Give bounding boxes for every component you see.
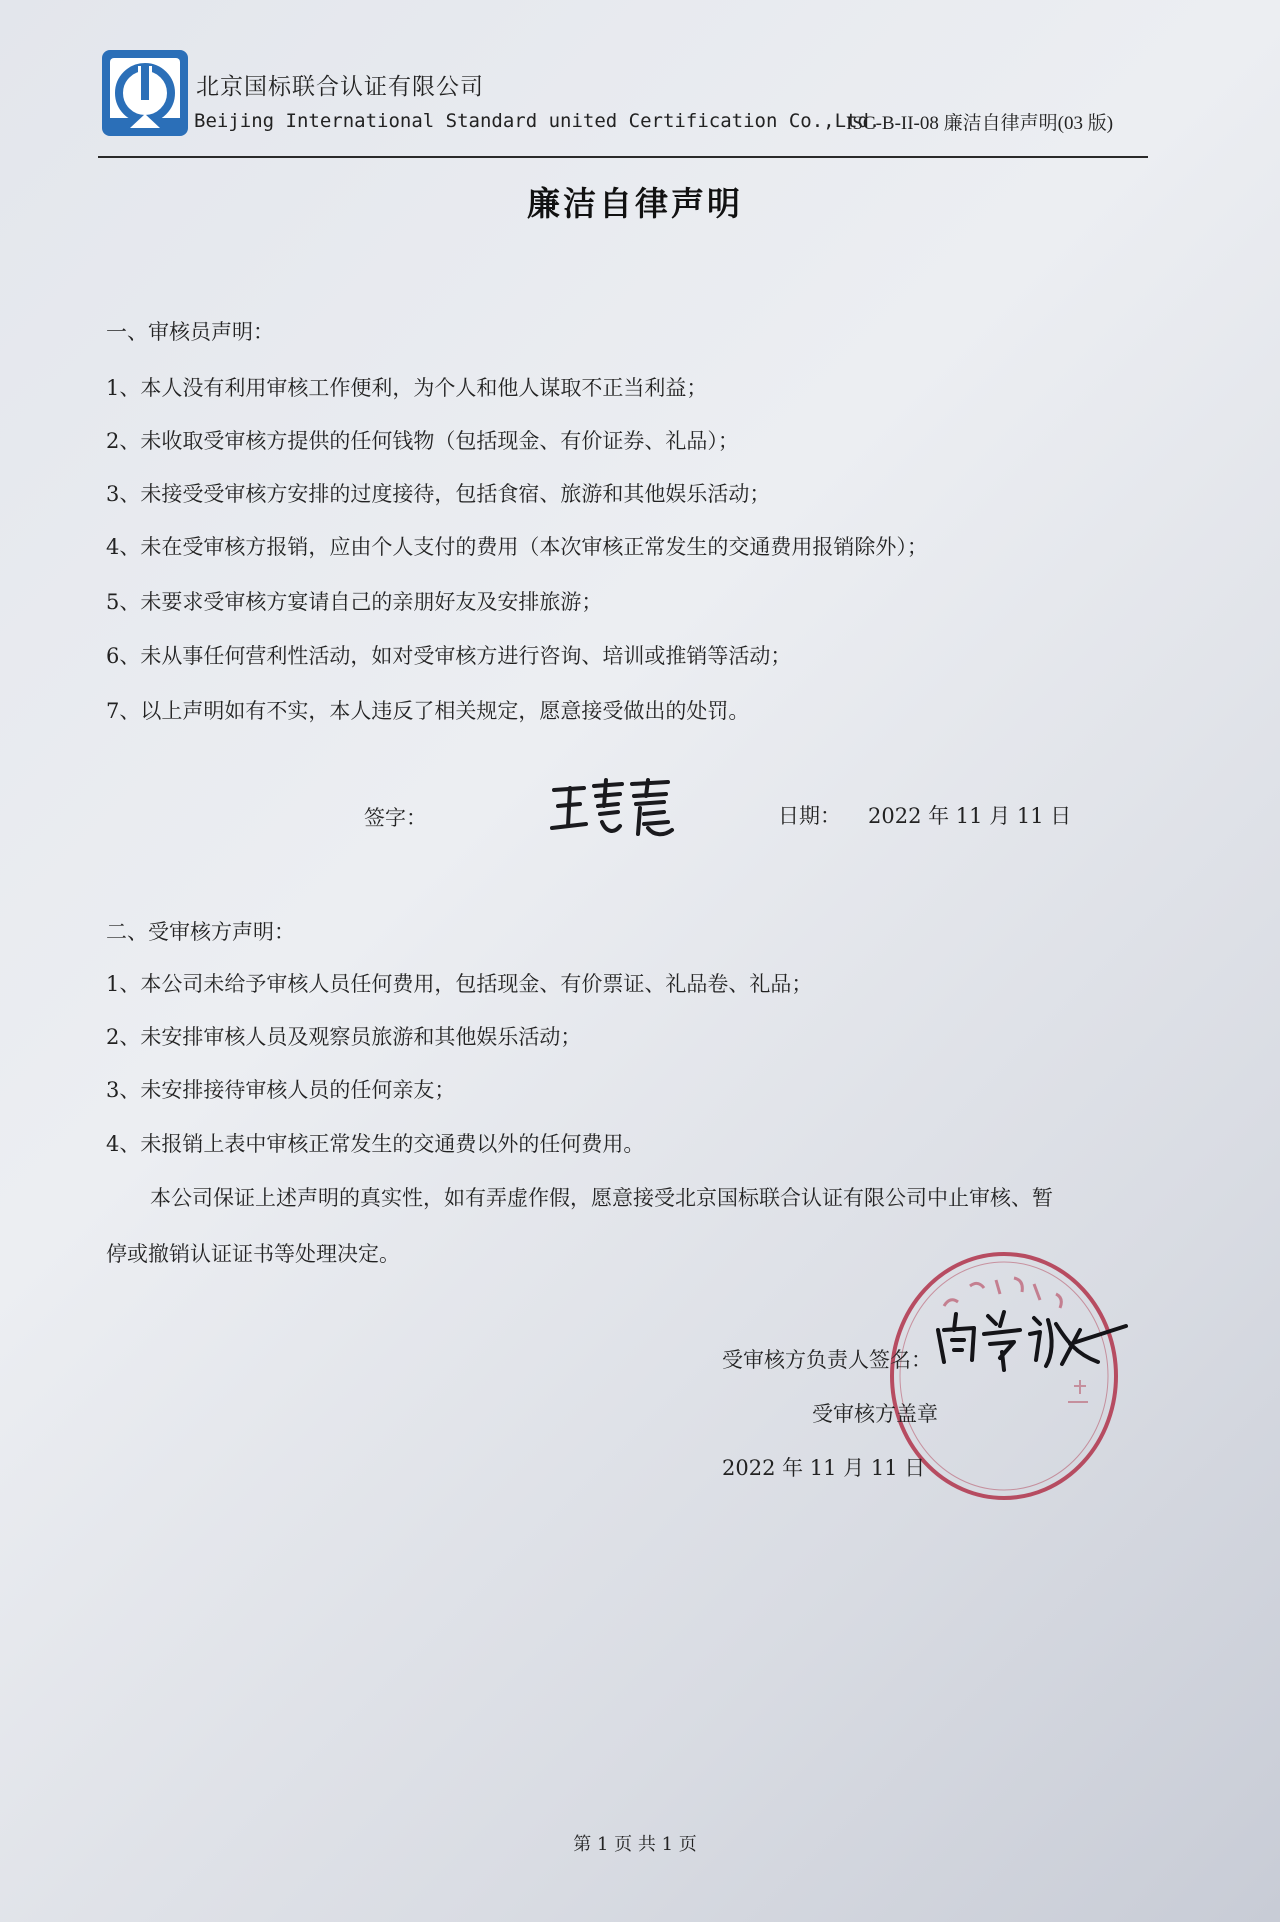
auditor-item: 5、未要求受审核方宴请自己的亲朋好友及安排旅游； [106,590,603,614]
page-footer: 第 1 页 共 1 页 [573,1834,697,1855]
signature-label: 签字： [364,806,427,830]
seal-label: 受审核方盖章 [812,1402,938,1426]
auditor-item: 2、未收取受审核方提供的任何钱物（包括现金、有价证券、礼品）； [106,429,739,453]
guarantee-text-continued: 停或撤销认证证书等处理决定。 [106,1242,400,1266]
responsible-handwritten-signature [930,1300,1130,1380]
document-code: ISC-B-II-08 廉洁自律声明(03 版) [846,113,1114,134]
header-divider [98,156,1148,158]
auditor-date: 2022 年 11 月 11 日 [868,804,1072,828]
auditee-item: 2、未安排审核人员及观察员旅游和其他娱乐活动； [106,1025,582,1049]
auditee-item: 3、未安排接待审核人员的任何亲友； [106,1078,456,1102]
auditor-item: 6、未从事任何营利性活动，如对受审核方进行咨询、培训或推销等活动； [106,644,792,668]
guarantee-text: 本公司保证上述声明的真实性，如有弄虚作假，愿意接受北京国标联合认证有限公司中止审核、暂 [150,1186,1053,1210]
auditor-section-heading: 一、审核员声明： [106,320,274,344]
auditee-date: 2022 年 11 月 11 日 [722,1456,926,1480]
auditor-item: 4、未在受审核方报销，应由个人支付的费用（本次审核正常发生的交通费用报销除外）； [106,535,928,559]
auditee-item: 1、本公司未给予审核人员任何费用，包括现金、有价票证、礼品卷、礼品； [106,972,813,996]
auditee-section-heading: 二、受审核方声明： [106,920,295,944]
auditor-item: 7、以上声明如有不实，本人违反了相关规定，愿意接受做出的处罚。 [106,699,750,723]
company-name-cn: 北京国标联合认证有限公司 [196,74,484,100]
auditor-item: 3、未接受受审核方安排的过度接待，包括食宿、旅游和其他娱乐活动； [106,482,771,506]
company-logo-icon [100,48,190,138]
auditor-handwritten-signature [548,776,678,840]
document-title: 廉洁自律声明 [527,184,743,223]
company-name-en: Beijing International Standard united Certification Co.,Ltd. [194,110,881,132]
auditee-item: 4、未报销上表中审核正常发生的交通费以外的任何费用。 [106,1132,645,1156]
responsible-signature-label: 受审核方负责人签名： [722,1348,932,1372]
auditor-item: 1、本人没有利用审核工作便利，为个人和他人谋取不正当利益； [106,376,708,400]
date-label: 日期： [778,804,841,828]
